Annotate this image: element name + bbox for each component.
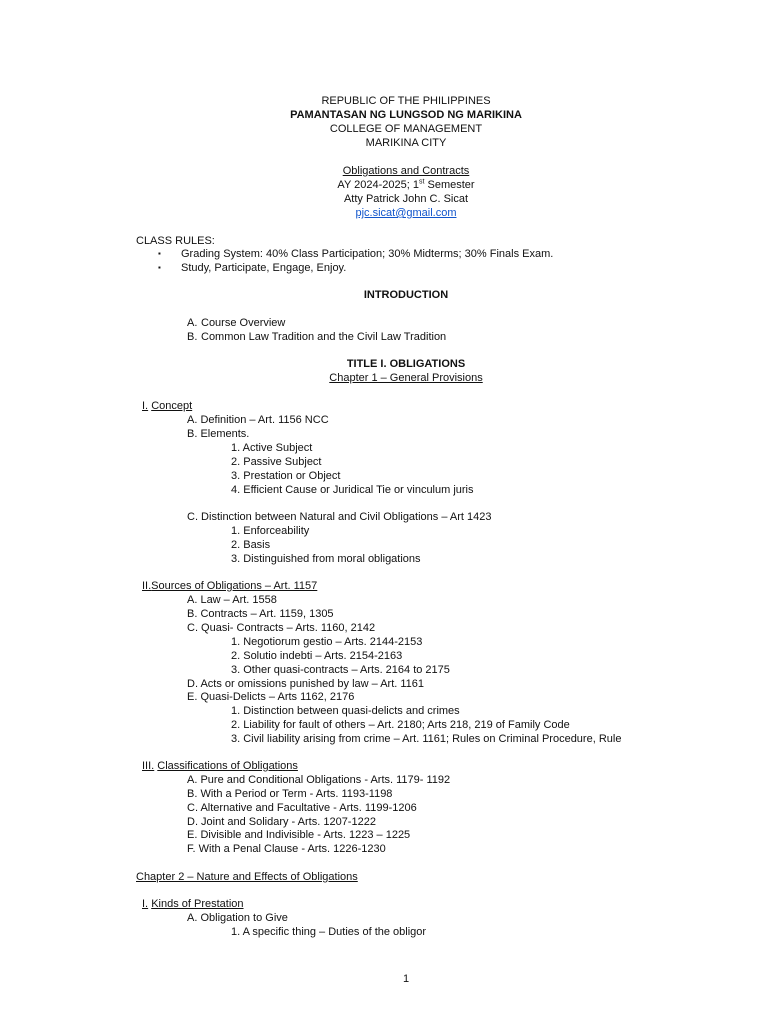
intro-item-text: Common Law Tradition and the Civil Law Tradition	[201, 331, 447, 343]
class-rules-heading: CLASS RULES:	[136, 235, 215, 247]
outline-item: A. Definition – Art. 1156 NCC	[187, 414, 329, 426]
outline-subitem: 3. Other quasi-contracts – Arts. 2164 to 2175	[231, 664, 450, 676]
outline-item: E. Divisible and Indivisible - Arts. 1223 – 1225	[187, 829, 411, 841]
chapter-heading: Chapter 2 – Nature and Effects of Obligations	[136, 871, 358, 883]
outline-subitem: 1. Enforceability	[231, 525, 310, 537]
outline-subitem: 3. Prestation or Object	[231, 470, 341, 482]
outline-subitem: 1. Active Subject	[231, 442, 313, 454]
republic-line: REPUBLIC OF THE PHILIPPINES	[321, 95, 491, 107]
section-roman-numeral: I.	[142, 400, 149, 412]
outline-item: A. Obligation to Give	[187, 912, 288, 924]
section-roman-numeral: III.	[142, 760, 155, 772]
outline-subitem: 2. Passive Subject	[231, 456, 322, 468]
outline-subitem: 2. Solutio indebti – Arts. 2154-2163	[231, 650, 403, 662]
outline-subitem: 2. Basis	[231, 539, 271, 551]
instructor-name: Atty Patrick John C. Sicat	[343, 193, 469, 205]
section-title: Kinds of Prestation	[151, 898, 244, 910]
outline-item: B. Contracts – Art. 1159, 1305	[187, 608, 334, 620]
instructor-email-link[interactable]: pjc.sicat@gmail.com	[355, 207, 457, 219]
bullet-icon: ▪	[158, 249, 161, 258]
outline-item: D. Joint and Solidary - Arts. 1207-1222	[187, 816, 376, 828]
course-title: Obligations and Contracts	[342, 165, 470, 177]
intro-item-marker: A.	[187, 317, 198, 329]
outline-subitem: 3. Civil liability arising from crime – Art. 1161; Rules on Criminal Procedure, Rule	[231, 733, 622, 745]
outline-item: B. Elements.	[187, 428, 250, 440]
outline-item: A. Pure and Conditional Obligations - Arts. 1179- 1192	[187, 774, 451, 786]
outline-subitem: 1. A specific thing – Duties of the obligor	[231, 926, 427, 938]
outline-item: C. Quasi- Contracts – Arts. 1160, 2142	[187, 622, 376, 634]
outline-item: F. With a Penal Clause - Arts. 1226-1230	[187, 843, 386, 855]
outline-subitem: 1. Distinction between quasi-delicts and crimes	[231, 705, 460, 717]
chapter-heading: Chapter 1 – General Provisions	[329, 372, 483, 384]
outline-item: C. Alternative and Facultative - Arts. 1199-1206	[187, 802, 417, 814]
section-heading	[142, 399, 192, 413]
outline-item: C. Distinction between Natural and Civil Obligations – Art 1423	[187, 511, 492, 523]
outline-item: D. Acts or omissions punished by law – Art. 1161	[187, 678, 425, 690]
title-heading: TITLE I. OBLIGATIONS	[346, 358, 466, 370]
academic-year	[0, 178, 768, 192]
city-name: MARIKINA CITY	[365, 137, 447, 149]
outline-item: B. With a Period or Term - Arts. 1193-1198	[187, 788, 393, 800]
section-heading	[142, 897, 244, 911]
bullet-icon: ▪	[158, 263, 161, 272]
section-title: Classifications of Obligations	[157, 760, 298, 772]
introduction-heading: INTRODUCTION	[363, 289, 449, 301]
section-heading	[142, 579, 317, 593]
university-name: PAMANTASAN NG LUNGSOD NG MARIKINA	[290, 109, 522, 121]
class-rule-item: Grading System: 40% Class Participation; 30% Midterms; 30% Finals Exam.	[181, 248, 554, 260]
outline-subitem: 2. Liability for fault of others – Art. 2180; Arts 218, 219 of Family Code	[231, 719, 570, 731]
college-name: COLLEGE OF MANAGEMENT	[329, 123, 483, 135]
outline-subitem: 1. Negotiorum gestio – Arts. 2144-2153	[231, 636, 423, 648]
academic-year-text: AY 2024-2025; 1	[337, 179, 419, 191]
section-heading	[142, 759, 298, 773]
semester-text: Semester	[424, 179, 475, 191]
section-title: Concept	[151, 400, 193, 412]
intro-item-text: Course Overview	[201, 317, 286, 329]
ordinal-suffix: st	[418, 178, 425, 186]
page-number: 1	[402, 973, 410, 985]
class-rule-item: Study, Participate, Engage, Enjoy.	[181, 262, 347, 274]
outline-subitem: 4. Efficient Cause or Juridical Tie or vinculum juris	[231, 484, 474, 496]
section-roman-numeral: II.	[142, 580, 152, 592]
section-roman-numeral: I.	[142, 898, 149, 910]
outline-item: A. Law – Art. 1558	[187, 594, 277, 606]
section-title: Sources of Obligations – Art. 1157	[151, 580, 318, 592]
intro-item-marker: B.	[187, 331, 198, 343]
instructor-email-line	[0, 206, 768, 220]
outline-item: E. Quasi-Delicts – Arts 1162, 2176	[187, 691, 355, 703]
outline-subitem: 3. Distinguished from moral obligations	[231, 553, 421, 565]
